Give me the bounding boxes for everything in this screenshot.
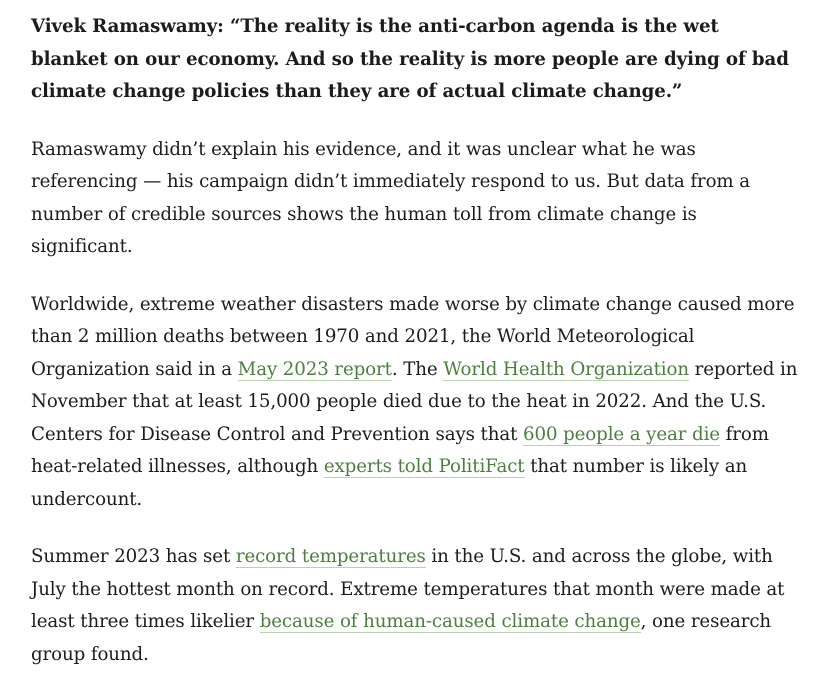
link-record-temperatures[interactable]: record temperatures — [235, 546, 426, 567]
link-human-caused-climate-change[interactable]: because of human-caused climate change — [259, 611, 641, 632]
quote-speaker: Vivek Ramaswamy: — [31, 16, 224, 37]
article-body — [31, 11, 801, 696]
link-experts-told-politifact[interactable]: experts told PolitiFact — [323, 456, 525, 477]
link-600-people-a-year-die[interactable]: 600 people a year die — [523, 423, 720, 445]
paragraph-deaths-text-4: from heat-related illnesses, although — [31, 423, 769, 477]
link-world-health-organization[interactable]: World Health Organization — [443, 358, 689, 380]
paragraph-deaths — [31, 289, 801, 517]
link-may-2023-report[interactable]: May 2023 report — [237, 358, 392, 380]
paragraph-summer-text-3: , one research group found. — [31, 611, 772, 665]
paragraph-deaths-text-1: Worldwide, extreme weather disasters made worse by climate change caused more than 2 million deaths between 1970 and 2021, the World Meteorological Organization said in a — [31, 293, 795, 380]
quote-paragraph — [31, 11, 801, 109]
paragraph-summer-2023 — [31, 541, 801, 671]
quote-text: “The reality is the anti-carbon agenda is the wet blanket on our economy. And so the reality is more people are dying of bad climate change policies than they are of actual climate change.” — [31, 16, 789, 102]
paragraph-summer-text-1: Summer 2023 has set — [31, 546, 236, 567]
paragraph-deaths-text-2: . The — [391, 358, 444, 380]
paragraph-deaths-text-5: that number is likely an undercount. — [31, 456, 748, 510]
paragraph-evidence-text: Ramaswamy didn’t explain his evidence, and it was unclear what he was referencing — his campaign didn’t immediately respond to us. But data from a number of credible sources shows the human toll from climate change is significant. — [31, 138, 751, 257]
paragraph-deaths-text-3: reported in November that at least 15,000 people died due to the heat in 2022. And the U.S. Centers for Disease Control and Prevention says that — [31, 358, 798, 445]
paragraph-summer-text-2: in the U.S. and across the globe, with July the hottest month on record. Extreme temperatures that month were made at least three times likelier — [31, 546, 785, 632]
paragraph-evidence — [31, 134, 801, 264]
